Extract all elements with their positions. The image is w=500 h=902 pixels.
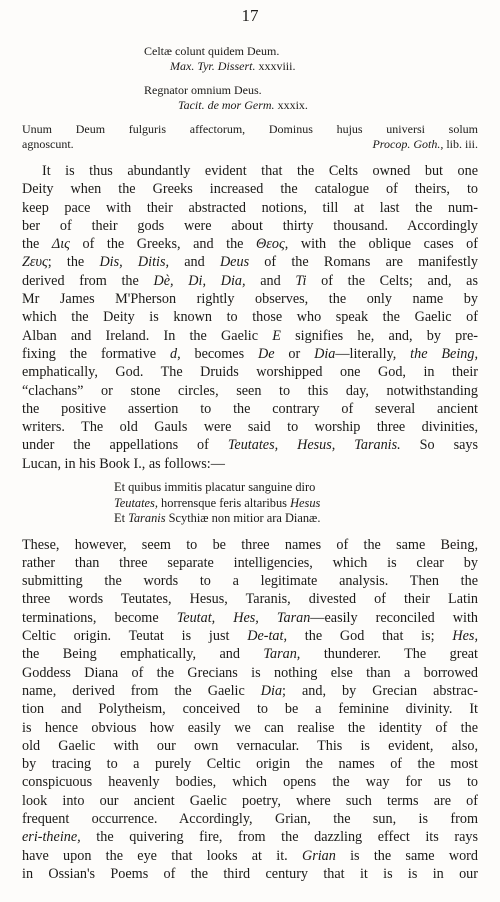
text-line: is hence obvious how easily we can realise the identity of the — [22, 719, 478, 736]
text-line: the Δις of the Greeks, and the Θεος, with the oblique cases of — [22, 236, 478, 253]
verse-quotation — [114, 480, 478, 527]
epigraph-source — [372, 137, 478, 152]
text-line: It is thus abundantly evident that the Celts owned but one — [42, 163, 478, 179]
verse-line: Et quibus immitis placatur sanguine diro — [114, 480, 316, 495]
verse-line: Teutates, horrensque feris altaribus Hesus — [114, 495, 321, 510]
text-line: frequent occurrence. Accordingly, Grian, the sun, is from — [22, 811, 478, 827]
text-line: look into our ancient Gaelic poetry, where such terms are of — [22, 792, 478, 809]
text-line: which the Deity is known to those who speak the Gaelic of — [22, 309, 478, 326]
text-line: Alban and Ireland. In the Gaelic E signifies he, and, by pre- — [22, 327, 478, 344]
text-line: three words Teutates, Hesus, Taranis, divested of their Latin — [22, 591, 478, 608]
verse-line: Et Taranis Scythiæ non mitior ara Dianæ. — [114, 511, 321, 526]
text-line: derived from the Dè, Di, Dia, and Ti of the Celts; and, as — [22, 272, 479, 289]
epigraph-source — [170, 59, 478, 74]
epigraph-quote: Celtæ colunt quidem Deum. — [144, 44, 280, 58]
text-line: the positive assertion to the contrary of several ancient — [22, 400, 478, 417]
text-line: under the appellations of Teutates, Hesus, Taranis. So says — [22, 437, 479, 454]
text-line: keep pace with their abstracted notions, till at last the num- — [22, 199, 478, 216]
text-line: the Being emphatically, and Taran, thunderer. The great — [22, 646, 478, 663]
text-line: rather than three separate intelligencies, which is clear by — [22, 554, 478, 571]
epigraph-source — [178, 98, 478, 113]
epigraph-quote: Regnator omnium Deus. — [144, 83, 262, 97]
text-line: submitting the words to a legitimate analysis. Then the — [22, 573, 478, 590]
epigraph-source-ref: lib. iii. — [446, 137, 478, 151]
page-number: 17 — [241, 6, 259, 25]
epigraph-procopius — [22, 122, 478, 152]
text-line: conspicuous heavenly bodies, which opens the way for us to — [22, 774, 478, 791]
text-line: terminations, become Teutat, Hes, Taran—easily reconciled with — [22, 609, 478, 626]
epigraph-maximus-tyrius — [22, 44, 478, 74]
text-line: ber of their gods were about thirty thousand. Accordingly — [22, 217, 478, 234]
epigraph-source-title: Procop. Goth., — [372, 137, 444, 151]
text-line: These, however, seem to be three names of the same Being, — [22, 536, 478, 553]
text-line: eri-theine, the quivering fire, from the dazzling effect its rays — [22, 829, 478, 846]
epigraph-tacitus — [22, 83, 478, 113]
text-line: tion and Polytheism, conceived to be a feminine divinity. It — [22, 701, 478, 718]
text-line: emphatically, God. The Druids worshipped one God, in their — [22, 364, 478, 381]
text-line: Deity when the Greeks increased the catalogue of theirs, to — [22, 181, 478, 198]
text-line: Goddess Diana of the Grecians is nothing else than a borrowed — [22, 664, 478, 681]
text-line: “clachans” or stone circles, seen to this day, notwithstanding — [22, 382, 478, 399]
text-line: Mr James M'Pherson rightly observes, the only name by — [22, 291, 478, 308]
text-line: in Ossian's Poems of the third century that it is is in our — [22, 865, 478, 882]
epigraph-source-ref: xxxviii. — [258, 59, 296, 73]
epigraph-source-title: Tacit. de mor Germ. — [178, 98, 275, 112]
epigraph-source-title: Max. Tyr. Dissert. — [170, 59, 256, 73]
text-line: Ζευς; the Dis, Ditis, and Deus of the Romans are manifestly — [22, 254, 478, 271]
text-line: writers. The old Gauls were said to worship three divinities, — [22, 419, 478, 436]
epigraph-source-ref: xxxix. — [277, 98, 308, 112]
paragraph-2 — [22, 536, 478, 884]
text-line: old Gaelic with our own vernacular. This is evident, also, — [22, 737, 478, 754]
epigraph-quote-line2 — [22, 137, 478, 152]
text-line: name, derived from the Gaelic Dia; and, by Grecian abstrac- — [22, 682, 478, 699]
epigraph-quote: Unum Deum fulguris affectorum, Dominus hujus universi solum — [22, 122, 478, 136]
text-line: fixing the formative d, becomes De or Dia—literally, the Being, — [22, 345, 478, 362]
text-line: have upon the eye that looks at it. Grian is the same word — [22, 847, 479, 864]
text-line: Celtic origin. Teutat is just De-tat, the God that is; Hes, — [22, 628, 478, 645]
text-line: Lucan, in his Book I., as follows:— — [22, 455, 225, 472]
text-line: by tracing to a purely Celtic origin the names of the most — [22, 756, 478, 773]
epigraph-quote-end: agnoscunt. — [22, 137, 74, 151]
paragraph-1 — [22, 162, 478, 473]
